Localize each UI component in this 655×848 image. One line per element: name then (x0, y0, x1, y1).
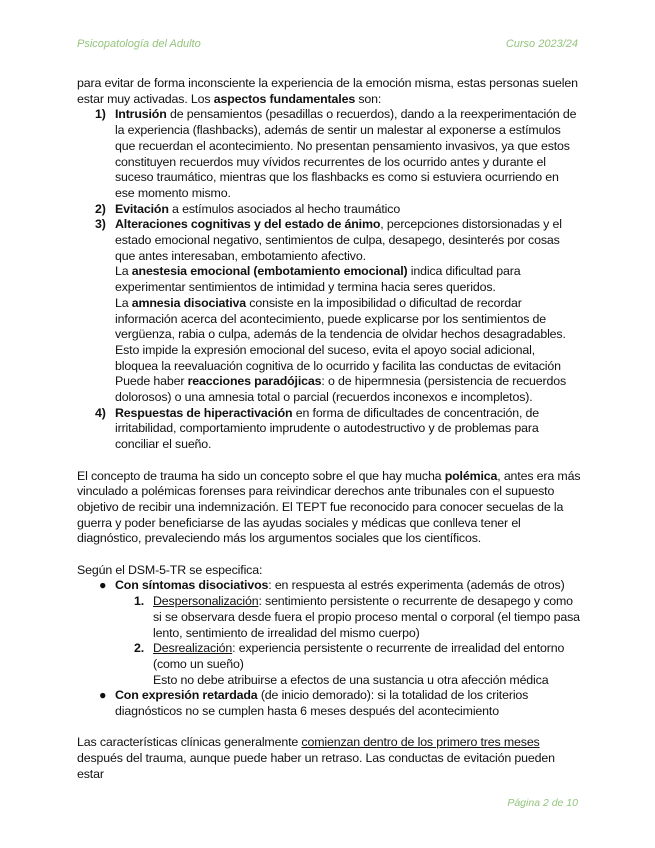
numbered-item (77, 202, 581, 218)
underlined-text: comienzan dentro de los primero tres meses (301, 735, 540, 750)
text-run: (de inicio demorado): si la totalidad de los criterios diagnósticos no se cumplen hasta 6 meses después del acontecimiento (115, 688, 529, 719)
sub-list-item (77, 673, 581, 689)
paragraph (77, 735, 581, 782)
bold-term: anestesia emocional (embotamiento emocional) (131, 264, 408, 279)
list-number: 2. (134, 641, 145, 656)
text-run: : o de hipermnesia (persistencia de recuerdos dolorosos) o una amnesia total o parcial (recuerdos inconexos e incompletos). (115, 374, 567, 405)
text-run: Según el DSM-5-TR se especifica: (77, 562, 263, 577)
paragraph-spacer (77, 453, 581, 469)
paragraph (77, 469, 581, 548)
bold-term: Evitación (115, 201, 169, 216)
bold-term: amnesia disociativa (131, 295, 247, 310)
bold-term: Con expresión retardada (115, 688, 258, 703)
text-run: para evitar de forma inconsciente la experiencia de la emoción misma, estas personas suelen estar muy activadas. Los (77, 76, 578, 106)
bold-term: Intrusión (115, 107, 167, 122)
text-run: son: (355, 91, 382, 106)
text-run: : experiencia persistente o recurrente de irrealidad del entorno (como un sueño) (153, 641, 565, 671)
numbered-item (77, 406, 581, 453)
numbered-item (77, 264, 581, 295)
text-run: El concepto de trauma ha sido un concepto sobre el que hay mucha (77, 468, 445, 483)
paragraph-spacer (77, 720, 581, 736)
text-run: en forma de dificultades de concentración, de irritabilidad, comportamiento imprudente o autodestructivo y de problemas para conciliar el sueño. (115, 405, 540, 452)
paragraph (77, 76, 581, 107)
bullet-item (77, 688, 581, 719)
numbered-item (77, 217, 581, 264)
numbered-item (77, 374, 581, 405)
list-number: 2) (95, 201, 106, 216)
text-run: de pensamientos (pesadillas o recuerdos), dando a la reexperimentación de la experiencia (flashbacks), además de sentir un malestar al exponerse a estímulos que recuerdan el acontecimiento. No presentan pensamiento invasivos, ya que estos constituyen recuerdos muy vívidos recurrentes de los ocurrido antes y durante el suceso traumático, mientras que los flashbacks es como si estuviera ocurriendo en ese momento mismo. (115, 107, 577, 200)
underlined-text: Despersonalización (153, 594, 259, 609)
list-number: 4) (95, 405, 106, 420)
page-number: Página 2 de 10 (507, 797, 578, 809)
text-run: Esto no debe atribuirse a efectos de una sustancia u otra afección médica (153, 672, 549, 687)
text-run: , percepciones distorsionadas y el estado emocional negativo, sentimientos de culpa, desapego, desinterés por cosas que antes interesaban, embotamiento afectivo. (115, 217, 562, 263)
text-run: La (115, 264, 132, 279)
bold-term: polémica (444, 468, 498, 483)
text-run: después del trauma, aunque puede haber un retraso. Las conductas de evitación pueden estar (77, 751, 555, 781)
text-run: : sentimiento persistente o recurrente de desapego y como si se observara desde fuera el propio proceso mental o corporal (el tiempo pasa lento, sentimiento de irrealidad del mismo cuerpo) (153, 594, 580, 640)
list-number: 3) (95, 217, 106, 232)
text-run: consiste en la imposibilidad o dificultad de recordar información acerca del acontecimiento, puede explicarse por los sentimientos de vergüenza, rabia o culpa, además de la tendencia de olvidar hechos desagradables. Esto impide la expresión emocional del suceso, evita el apoyo social adicional, bloquea la reevaluación cognitiva de lo ocurrido y facilita las conductas de evitación (115, 295, 566, 373)
text-run: Puede haber (115, 374, 188, 389)
text-run: Las características clínicas generalmente (77, 735, 302, 750)
bullet-marker: ● (99, 578, 107, 593)
bold-term: Con síntomas disociativos (115, 578, 269, 593)
sub-list-item (77, 641, 581, 672)
list-number: 1. (134, 594, 145, 609)
list-number: 1) (95, 107, 106, 122)
sub-list-item (77, 594, 581, 641)
text-run: La (115, 295, 132, 310)
text-run: : en respuesta al estrés experimenta (además de otros) (268, 578, 565, 593)
running-header-course: Curso 2023/24 (505, 38, 578, 50)
underlined-text: Desrealización (153, 641, 233, 656)
bullet-marker: ● (99, 688, 107, 703)
paragraph-spacer (77, 547, 581, 563)
text-run: , antes era más vinculado a polémicas forenses para reivindicar derechos ante tribunales con el supuesto objetivo de recibir una indemnización. El TEPT fue reconocido para conocer secuelas de la guerra y poder beneficiarse de las ayudas sociales y médicas que conlleva tener el diagnóstico, prevaleciendo más los argumentos sociales que los científicos. (77, 468, 581, 546)
bold-term: aspectos fundamentales (213, 91, 356, 106)
text-run: a estímulos asociados al hecho traumático (168, 201, 401, 216)
bullet-item (77, 578, 581, 594)
paragraph (77, 563, 581, 579)
numbered-item (77, 107, 581, 201)
numbered-item (77, 296, 581, 375)
text-run: indica dificultad para experimentar sentimientos de intimidad y termina hacia seres queridos. (115, 264, 521, 295)
bold-term: reacciones paradójicas (187, 374, 322, 389)
document-body (77, 76, 581, 783)
bold-term: Respuestas de hiperactivación (115, 405, 293, 420)
bold-term: Alteraciones cognitivas y del estado de ánimo (115, 217, 381, 232)
running-header-title: Psicopatología del Adulto (77, 38, 201, 50)
